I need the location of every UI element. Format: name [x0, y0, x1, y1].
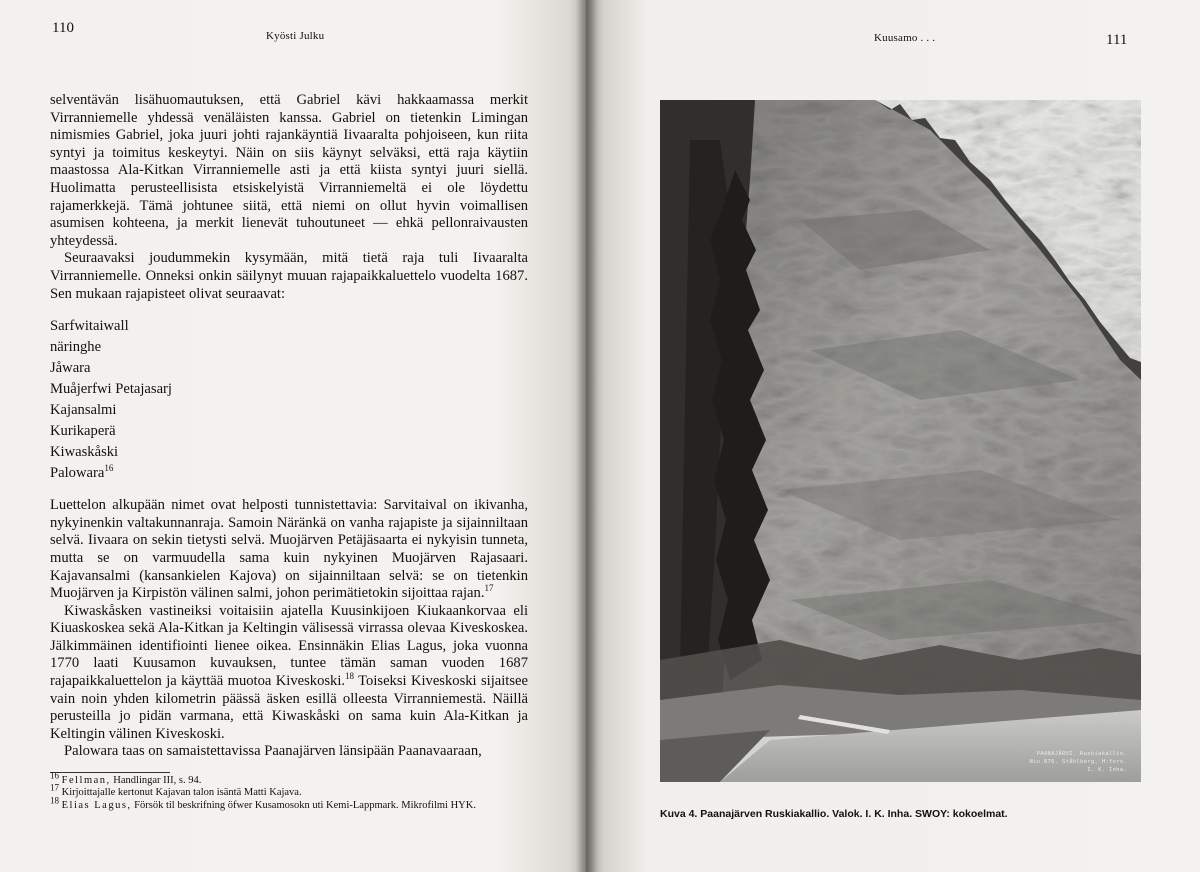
footnote-ref: 17: [484, 583, 494, 594]
footnote-author: Fellman,: [61, 775, 111, 786]
footnote-number: 17: [50, 782, 59, 793]
list-item: Kiwaskåski: [50, 444, 119, 461]
running-head-left: Kyösti Julku: [266, 30, 325, 42]
list-item: näringhe: [50, 339, 102, 356]
paragraph: [50, 497, 528, 603]
footnote: [50, 770, 530, 787]
list-item: Muåjerfwi Petajasarj: [50, 381, 172, 398]
photo-caption: Kuva 4. Paanajärven Ruskiakallio. Valok. I. K. Inha. SWOY: kokoelmat.: [660, 808, 1008, 820]
list-item: Palowara: [50, 465, 105, 482]
paragraph: Seuraavaksi joudummekin kysymään, mitä tietä raja tuli Iivaaralta Virranniemelle. Onneksi onkin säilynyt muuan rajapaikkaluettelo vuodelta 1687. Sen mukaan rajapisteet olivat seuraavat:: [50, 250, 528, 302]
paragraph-text: Luettelon alkupään nimet ovat helposti tunnistettavia: Sarvitaival on ikivanha, nykyinenkin valtakunnanraja. Samoin Näränkä on vanha rajapiste ja sijainniltaan selvä. Iivaara on sekin tietysti selvä. Muojärven Petäjäsaarta ei nykyisin tunneta, mutta se on varmuudella sama kuin nykyinen Muojärven Rajasaari. Kajavansalmi (kansankielen Kajova) on sijainniltaan selvä: se on tietenkin Muojärven ja Kirpistön välinen salmi, johon perimätietokin sijoittaa rajan.: [50, 497, 528, 602]
paragraph-text: Kiwaskåsken vastineiksi voitaisiin ajatella Kuusinkijoen Kiukaankorvaa eli Kiuaskoskea sekä Ala-Kitkan ja Keltingin välisessä virrassa olevaa Kiveskoskea. Jälkimmäinen identifiointi lienee oikea. Ensinnäkin Elias Lagus, joka vuonna 1770 laati Kuusamon kuvauksen, tuntee tämän saman vuoden 1687 rajapaikkaluettelon ja käyttää muotoa Kiveskoski.: [50, 602, 528, 690]
list-item: Sarfwitaiwall: [50, 318, 129, 335]
place-name-list: [50, 316, 528, 484]
list-item-with-ref: [50, 463, 528, 484]
footnotes: [50, 770, 530, 812]
list-item: Kurikaperä: [50, 423, 116, 440]
footnote-author: Elias Lagus,: [61, 799, 132, 811]
inscription-line: PAANAJÄRVI. Ruskiakallio.: [1036, 751, 1127, 757]
footnote-ref: 16: [104, 463, 114, 474]
footnote-text: Handlingar III, s. 94.: [110, 775, 202, 786]
footnote-rule: [50, 772, 170, 773]
paragraph-text: Toiseksi Kiveskoski sijaitsee vain noin yhden kilometrin päässä äsken esillä olleesta Virranniemestä. Näillä perusteilla jo pidän varmana, että Kiwaskåski on sama kuin Ala-Kitkan ja Keltingin välinen Kiveskoski.: [50, 673, 528, 742]
inscription-line: Nio 876. Ståhlberg, H:fors.: [1029, 759, 1127, 765]
paragraph: selventävän lisähuomautuksen, että Gabriel kävi hakkaamassa merkit Virranniemelle yhdessä venäläisten kanssa. Gabriel on tietenkin Limingan nimismies Gabriel, joka juuri johti rajankäyntiä Iivaaralta pohjoiseen, kun riita syntyi ja toimitus keskeytyi. Näin on siis käynyt selväksi, että raja käytiin maastossa Ala-Kitkan Virranniemelle asti ja että kiista syntyi juuri siellä. Huolimatta perusteellisista etsiskelyistä Virranniemeltä ei ole löydettu rajamerkkejä. Tämä johtunee siitä, että niemi on ollut hyvin voimallisen asumisen kohteena, ja merkit lienevät tuhoutuneet — ehkä pellonraivausten yhteydessä.: [50, 92, 528, 249]
footnote-number: 18: [50, 795, 59, 806]
photo-inscription: [1029, 750, 1127, 774]
footnote-ref: 18: [345, 671, 355, 682]
list-item: Jåwara: [50, 360, 91, 377]
body-text: [50, 92, 528, 761]
list-item: Kajansalmi: [50, 402, 117, 419]
inscription-line: I. K. Inha.: [1087, 767, 1127, 773]
right-page: [586, 0, 1200, 872]
footnote: [50, 782, 530, 799]
paragraph: [50, 603, 528, 744]
page-number-right: 111: [1106, 32, 1128, 48]
page-number-left: 110: [52, 20, 74, 36]
running-head-right: Kuusamo . . .: [874, 32, 936, 44]
footnote-text: Försök til beskrifning öfwer Kusamosokn uti Kemi-Lappmark. Mikrofilmi HYK.: [131, 799, 476, 811]
cliff-photograph: [660, 100, 1141, 782]
photo-image: [660, 100, 1141, 782]
footnote: [50, 795, 530, 812]
footnote-number: 16: [50, 770, 59, 781]
left-page: [0, 0, 586, 872]
paragraph: Palowara taas on samaistettavissa Paanajärven länsipään Paanavaaraan,: [64, 743, 482, 760]
footnote-text: Kirjoittajalle kertonut Kajavan talon isäntä Matti Kajava.: [61, 787, 302, 799]
